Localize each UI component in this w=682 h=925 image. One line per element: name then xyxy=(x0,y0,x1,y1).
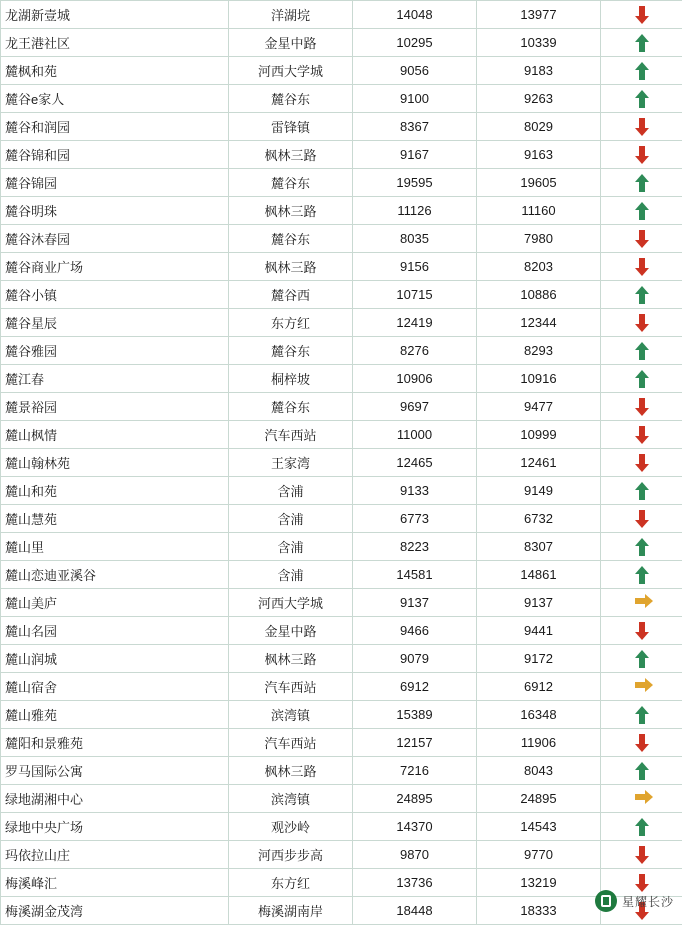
trend-up-icon xyxy=(634,341,650,361)
cell-previous-price: 9172 xyxy=(477,645,601,673)
cell-trend xyxy=(601,197,682,225)
table-row xyxy=(1,29,682,57)
cell-area: 汽车西站 xyxy=(229,729,353,757)
trend-down-icon xyxy=(634,5,650,25)
cell-community-name: 麓枫和苑 xyxy=(1,57,229,85)
table-row xyxy=(1,337,682,365)
cell-trend xyxy=(601,897,682,925)
table-row xyxy=(1,729,682,757)
trend-down-icon xyxy=(634,453,650,473)
cell-trend xyxy=(601,561,682,589)
cell-current-price: 8035 xyxy=(353,225,477,253)
cell-area: 滨湾镇 xyxy=(229,701,353,729)
cell-previous-price: 10886 xyxy=(477,281,601,309)
trend-down-icon xyxy=(634,117,650,137)
cell-area: 滨湾镇 xyxy=(229,785,353,813)
table-row xyxy=(1,253,682,281)
trend-down-icon xyxy=(634,257,650,277)
table-row xyxy=(1,869,682,897)
cell-community-name: 麓谷e家人 xyxy=(1,85,229,113)
cell-community-name: 罗马国际公寓 xyxy=(1,757,229,785)
cell-current-price: 6773 xyxy=(353,505,477,533)
table-row xyxy=(1,197,682,225)
cell-previous-price: 14543 xyxy=(477,813,601,841)
trend-up-icon xyxy=(634,817,650,837)
table-row xyxy=(1,85,682,113)
cell-area: 含浦 xyxy=(229,561,353,589)
cell-area: 枫林三路 xyxy=(229,197,353,225)
cell-community-name: 麓山里 xyxy=(1,533,229,561)
cell-trend xyxy=(601,85,682,113)
cell-current-price: 11126 xyxy=(353,197,477,225)
trend-down-icon xyxy=(634,845,650,865)
cell-community-name: 麓阳和景雅苑 xyxy=(1,729,229,757)
cell-current-price: 9466 xyxy=(353,617,477,645)
table-row xyxy=(1,421,682,449)
cell-previous-price: 6732 xyxy=(477,505,601,533)
trend-up-icon xyxy=(634,61,650,81)
cell-trend xyxy=(601,505,682,533)
cell-area: 雷锋镇 xyxy=(229,113,353,141)
cell-previous-price: 9149 xyxy=(477,477,601,505)
cell-community-name: 绿地湖湘中心 xyxy=(1,785,229,813)
cell-area: 麓谷西 xyxy=(229,281,353,309)
trend-up-icon xyxy=(634,761,650,781)
cell-current-price: 12419 xyxy=(353,309,477,337)
cell-trend xyxy=(601,813,682,841)
trend-up-icon xyxy=(634,649,650,669)
cell-previous-price: 9163 xyxy=(477,141,601,169)
cell-current-price: 9079 xyxy=(353,645,477,673)
trend-up-icon xyxy=(634,537,650,557)
cell-previous-price: 11160 xyxy=(477,197,601,225)
cell-area: 枫林三路 xyxy=(229,141,353,169)
cell-area: 金星中路 xyxy=(229,617,353,645)
cell-current-price: 24895 xyxy=(353,785,477,813)
trend-down-icon xyxy=(634,621,650,641)
cell-area: 河西大学城 xyxy=(229,589,353,617)
cell-current-price: 12465 xyxy=(353,449,477,477)
cell-previous-price: 12344 xyxy=(477,309,601,337)
cell-area: 汽车西站 xyxy=(229,421,353,449)
cell-previous-price: 11906 xyxy=(477,729,601,757)
cell-trend xyxy=(601,449,682,477)
table-row xyxy=(1,757,682,785)
cell-trend xyxy=(601,113,682,141)
trend-up-icon xyxy=(634,285,650,305)
cell-trend xyxy=(601,393,682,421)
trend-up-icon xyxy=(634,33,650,53)
table-row xyxy=(1,533,682,561)
table-row xyxy=(1,225,682,253)
cell-area: 含浦 xyxy=(229,477,353,505)
cell-previous-price: 10916 xyxy=(477,365,601,393)
trend-down-icon xyxy=(634,313,650,333)
cell-community-name: 麓山慧苑 xyxy=(1,505,229,533)
cell-current-price: 12157 xyxy=(353,729,477,757)
trend-down-icon xyxy=(634,901,650,921)
cell-trend xyxy=(601,673,682,701)
cell-community-name: 玛依拉山庄 xyxy=(1,841,229,869)
cell-current-price: 9100 xyxy=(353,85,477,113)
cell-area: 河西步步高 xyxy=(229,841,353,869)
table-row xyxy=(1,505,682,533)
cell-area: 洋湖垸 xyxy=(229,1,353,29)
cell-community-name: 麓谷锦和园 xyxy=(1,141,229,169)
cell-area: 含浦 xyxy=(229,533,353,561)
table-row xyxy=(1,281,682,309)
cell-community-name: 麓景裕园 xyxy=(1,393,229,421)
trend-down-icon xyxy=(634,733,650,753)
cell-area: 观沙岭 xyxy=(229,813,353,841)
cell-community-name: 麓山宿舍 xyxy=(1,673,229,701)
cell-current-price: 7216 xyxy=(353,757,477,785)
cell-previous-price: 9770 xyxy=(477,841,601,869)
cell-previous-price: 7980 xyxy=(477,225,601,253)
cell-current-price: 18448 xyxy=(353,897,477,925)
cell-current-price: 9870 xyxy=(353,841,477,869)
table-row xyxy=(1,169,682,197)
trend-flat-icon xyxy=(634,677,650,697)
cell-community-name: 麓谷星辰 xyxy=(1,309,229,337)
cell-trend xyxy=(601,757,682,785)
trend-down-icon xyxy=(634,229,650,249)
table-row xyxy=(1,645,682,673)
cell-previous-price: 6912 xyxy=(477,673,601,701)
cell-previous-price: 13219 xyxy=(477,869,601,897)
trend-down-icon xyxy=(634,397,650,417)
trend-up-icon xyxy=(634,369,650,389)
cell-community-name: 麓山枫情 xyxy=(1,421,229,449)
cell-previous-price: 10999 xyxy=(477,421,601,449)
cell-current-price: 13736 xyxy=(353,869,477,897)
cell-current-price: 9133 xyxy=(353,477,477,505)
cell-community-name: 麓山润城 xyxy=(1,645,229,673)
cell-community-name: 梅溪湖金茂湾 xyxy=(1,897,229,925)
table-body xyxy=(1,1,682,925)
watermark-text: 星耀长沙 xyxy=(622,893,674,910)
cell-community-name: 麓山翰林苑 xyxy=(1,449,229,477)
table-row xyxy=(1,477,682,505)
cell-area: 麓谷东 xyxy=(229,337,353,365)
cell-current-price: 10906 xyxy=(353,365,477,393)
cell-community-name: 麓谷沐春园 xyxy=(1,225,229,253)
cell-trend xyxy=(601,29,682,57)
cell-trend xyxy=(601,141,682,169)
cell-current-price: 8367 xyxy=(353,113,477,141)
cell-area: 枫林三路 xyxy=(229,645,353,673)
cell-previous-price: 9477 xyxy=(477,393,601,421)
cell-previous-price: 8043 xyxy=(477,757,601,785)
cell-current-price: 15389 xyxy=(353,701,477,729)
cell-trend xyxy=(601,869,682,897)
cell-community-name: 麓谷锦园 xyxy=(1,169,229,197)
cell-area: 麓谷东 xyxy=(229,225,353,253)
cell-current-price: 10295 xyxy=(353,29,477,57)
cell-trend xyxy=(601,57,682,85)
cell-previous-price: 19605 xyxy=(477,169,601,197)
cell-current-price: 6912 xyxy=(353,673,477,701)
cell-previous-price: 8293 xyxy=(477,337,601,365)
table-row xyxy=(1,365,682,393)
cell-current-price: 8223 xyxy=(353,533,477,561)
cell-area: 东方红 xyxy=(229,309,353,337)
trend-down-icon xyxy=(634,145,650,165)
cell-current-price: 9137 xyxy=(353,589,477,617)
cell-previous-price: 18333 xyxy=(477,897,601,925)
cell-area: 梅溪湖南岸 xyxy=(229,897,353,925)
table-row xyxy=(1,57,682,85)
table-row xyxy=(1,785,682,813)
cell-trend xyxy=(601,421,682,449)
cell-trend xyxy=(601,253,682,281)
cell-previous-price: 12461 xyxy=(477,449,601,477)
cell-area: 金星中路 xyxy=(229,29,353,57)
cell-community-name: 龙王港社区 xyxy=(1,29,229,57)
cell-community-name: 麓谷和润园 xyxy=(1,113,229,141)
cell-trend xyxy=(601,617,682,645)
cell-previous-price: 13977 xyxy=(477,1,601,29)
trend-up-icon xyxy=(634,201,650,221)
cell-area: 麓谷东 xyxy=(229,169,353,197)
cell-current-price: 9697 xyxy=(353,393,477,421)
cell-community-name: 绿地中央广场 xyxy=(1,813,229,841)
table-row xyxy=(1,309,682,337)
cell-current-price: 14581 xyxy=(353,561,477,589)
cell-previous-price: 8203 xyxy=(477,253,601,281)
cell-trend xyxy=(601,365,682,393)
cell-current-price: 9167 xyxy=(353,141,477,169)
cell-community-name: 麓山雅苑 xyxy=(1,701,229,729)
cell-current-price: 14048 xyxy=(353,1,477,29)
trend-down-icon xyxy=(634,873,650,893)
table-row xyxy=(1,141,682,169)
cell-area: 含浦 xyxy=(229,505,353,533)
cell-area: 麓谷东 xyxy=(229,393,353,421)
table-row xyxy=(1,617,682,645)
table-row xyxy=(1,113,682,141)
cell-community-name: 麓江春 xyxy=(1,365,229,393)
trend-down-icon xyxy=(634,425,650,445)
cell-previous-price: 10339 xyxy=(477,29,601,57)
cell-trend xyxy=(601,701,682,729)
cell-community-name: 麓山和苑 xyxy=(1,477,229,505)
trend-down-icon xyxy=(634,509,650,529)
cell-community-name: 麓山恋迪亚溪谷 xyxy=(1,561,229,589)
table-row xyxy=(1,589,682,617)
trend-up-icon xyxy=(634,481,650,501)
cell-community-name: 麓谷明珠 xyxy=(1,197,229,225)
cell-trend xyxy=(601,785,682,813)
table-row xyxy=(1,449,682,477)
cell-current-price: 9056 xyxy=(353,57,477,85)
cell-trend xyxy=(601,169,682,197)
cell-previous-price: 9441 xyxy=(477,617,601,645)
cell-current-price: 19595 xyxy=(353,169,477,197)
cell-trend xyxy=(601,645,682,673)
table-row xyxy=(1,701,682,729)
cell-area: 麓谷东 xyxy=(229,85,353,113)
trend-up-icon xyxy=(634,173,650,193)
cell-area: 王家湾 xyxy=(229,449,353,477)
cell-trend xyxy=(601,477,682,505)
table-row xyxy=(1,841,682,869)
cell-trend xyxy=(601,729,682,757)
cell-area: 桐梓坡 xyxy=(229,365,353,393)
cell-previous-price: 9183 xyxy=(477,57,601,85)
cell-trend xyxy=(601,337,682,365)
trend-up-icon xyxy=(634,705,650,725)
table-row xyxy=(1,561,682,589)
cell-previous-price: 8029 xyxy=(477,113,601,141)
cell-community-name: 麓谷雅园 xyxy=(1,337,229,365)
cell-previous-price: 9137 xyxy=(477,589,601,617)
table-row xyxy=(1,1,682,29)
table-row xyxy=(1,673,682,701)
cell-community-name: 麓谷小镇 xyxy=(1,281,229,309)
cell-trend xyxy=(601,281,682,309)
table-row xyxy=(1,813,682,841)
cell-current-price: 14370 xyxy=(353,813,477,841)
cell-previous-price: 8307 xyxy=(477,533,601,561)
trend-up-icon xyxy=(634,565,650,585)
cell-area: 东方红 xyxy=(229,869,353,897)
cell-community-name: 龙湖新壹城 xyxy=(1,1,229,29)
cell-previous-price: 14861 xyxy=(477,561,601,589)
cell-community-name: 麓山美庐 xyxy=(1,589,229,617)
trend-flat-icon xyxy=(634,593,650,613)
cell-trend xyxy=(601,309,682,337)
cell-trend xyxy=(601,1,682,29)
cell-current-price: 11000 xyxy=(353,421,477,449)
cell-area: 枫林三路 xyxy=(229,253,353,281)
cell-community-name: 梅溪峰汇 xyxy=(1,869,229,897)
table-row xyxy=(1,897,682,925)
cell-previous-price: 16348 xyxy=(477,701,601,729)
cell-trend xyxy=(601,841,682,869)
cell-current-price: 8276 xyxy=(353,337,477,365)
cell-trend xyxy=(601,589,682,617)
cell-area: 河西大学城 xyxy=(229,57,353,85)
cell-area: 枫林三路 xyxy=(229,757,353,785)
cell-current-price: 10715 xyxy=(353,281,477,309)
cell-trend xyxy=(601,533,682,561)
cell-community-name: 麓谷商业广场 xyxy=(1,253,229,281)
cell-previous-price: 9263 xyxy=(477,85,601,113)
cell-previous-price: 24895 xyxy=(477,785,601,813)
cell-community-name: 麓山名园 xyxy=(1,617,229,645)
cell-trend xyxy=(601,225,682,253)
trend-flat-icon xyxy=(634,789,650,809)
cell-current-price: 9156 xyxy=(353,253,477,281)
table-row xyxy=(1,393,682,421)
cell-area: 汽车西站 xyxy=(229,673,353,701)
trend-up-icon xyxy=(634,89,650,109)
